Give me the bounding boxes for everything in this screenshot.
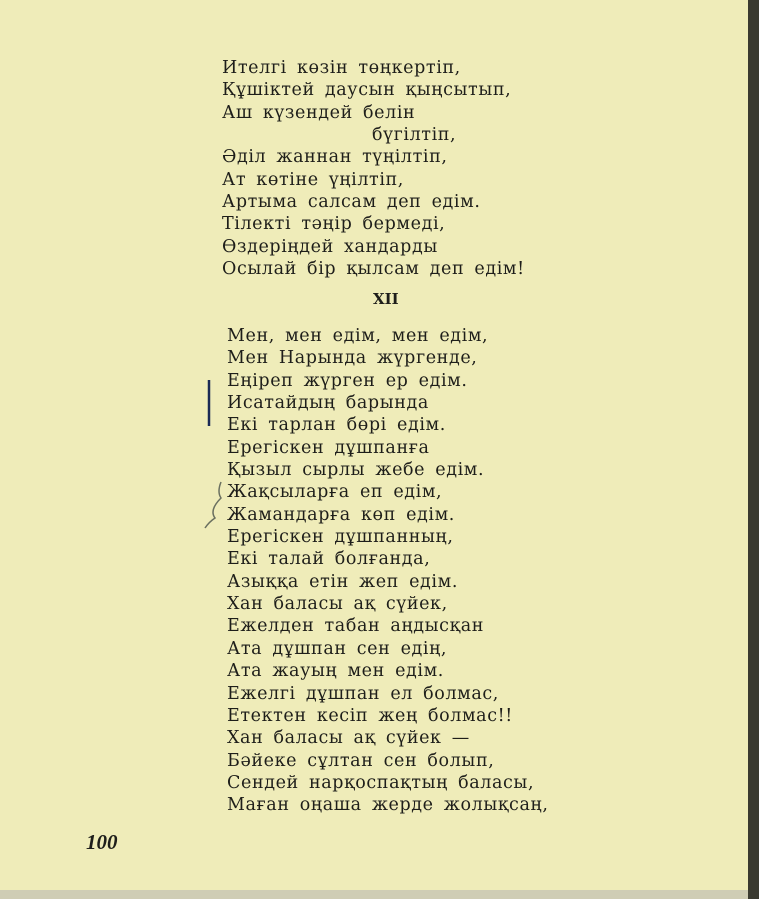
poem-line: Азыққа етін жеп едім. <box>227 571 458 592</box>
poem-line: Екі талай болғанда, <box>227 549 431 570</box>
poem-line: Әділ жаннан түңілтіп, <box>222 147 448 168</box>
poem-line: Мен, мен едім, мен едім, <box>227 326 489 346</box>
poem-line: Тілекті тәңір бермеді, <box>222 214 446 235</box>
page-bottom-edge <box>0 890 748 899</box>
poem-line: Екі тарлан бөрі едім. <box>227 415 446 436</box>
page-edge-shadow <box>748 0 759 899</box>
poem-line: Ата дұшпан сен едің, <box>227 638 448 659</box>
poem-line: Аш күзендей белін <box>222 102 416 123</box>
poem-line: Ата жауың мен едім. <box>227 661 444 682</box>
poem-line: Хан баласы ақ сүйек, <box>227 594 448 615</box>
poem-line: Жамандарға көп едім. <box>227 504 455 525</box>
poem-line: Бәйеке сұлтан сен болып, <box>227 750 495 771</box>
poem-stanza-1 <box>222 57 525 280</box>
poem-line: Ерегіскен дұшпанға <box>227 437 430 458</box>
section-heading: XII <box>373 290 399 308</box>
poem-line: Ежелден табан аңдысқан <box>227 616 485 637</box>
poem-line: Маған оңаша жерде жолықсаң, <box>227 795 549 816</box>
pencil-margin-marks-icon <box>195 370 235 550</box>
poem-line: Етектен кесіп жең болмас!! <box>227 705 513 726</box>
poem-line: Ителгі көзін төңкертіп, <box>222 58 461 78</box>
poem-line: Ат көтіне үңілтіп, <box>222 169 404 190</box>
poem-line: Мен Нарында жүргенде, <box>227 348 478 369</box>
poem-line: Ерегіскен дұшпанның, <box>227 527 454 548</box>
poem-line: Еңіреп жүрген ер едім. <box>227 370 468 391</box>
poem-line-continuation: бүгілтіп, <box>372 125 457 146</box>
poem-line: Хан баласы ақ сүйек — <box>227 728 470 749</box>
poem-line: Сендей нарқоспақтың баласы, <box>227 772 535 793</box>
poem-line: Исатайдың барында <box>227 393 429 414</box>
poem-line: Осылай бір қылсам деп едім! <box>222 259 525 280</box>
poem-line: Құшіктей даусын қыңсытып, <box>222 80 512 101</box>
poem-line: Артыма салсам деп едім. <box>222 192 481 213</box>
poem-line: Ежелгі дұшпан ел болмас, <box>227 683 499 704</box>
poem-stanza-2 <box>227 325 548 817</box>
poem-line: Жақсыларға еп едім, <box>227 482 443 503</box>
poem-line: Өздеріңдей хандарды <box>222 236 438 257</box>
page-number: 100 <box>86 830 118 854</box>
poem-line: Қызыл сырлы жебе едім. <box>227 460 485 481</box>
